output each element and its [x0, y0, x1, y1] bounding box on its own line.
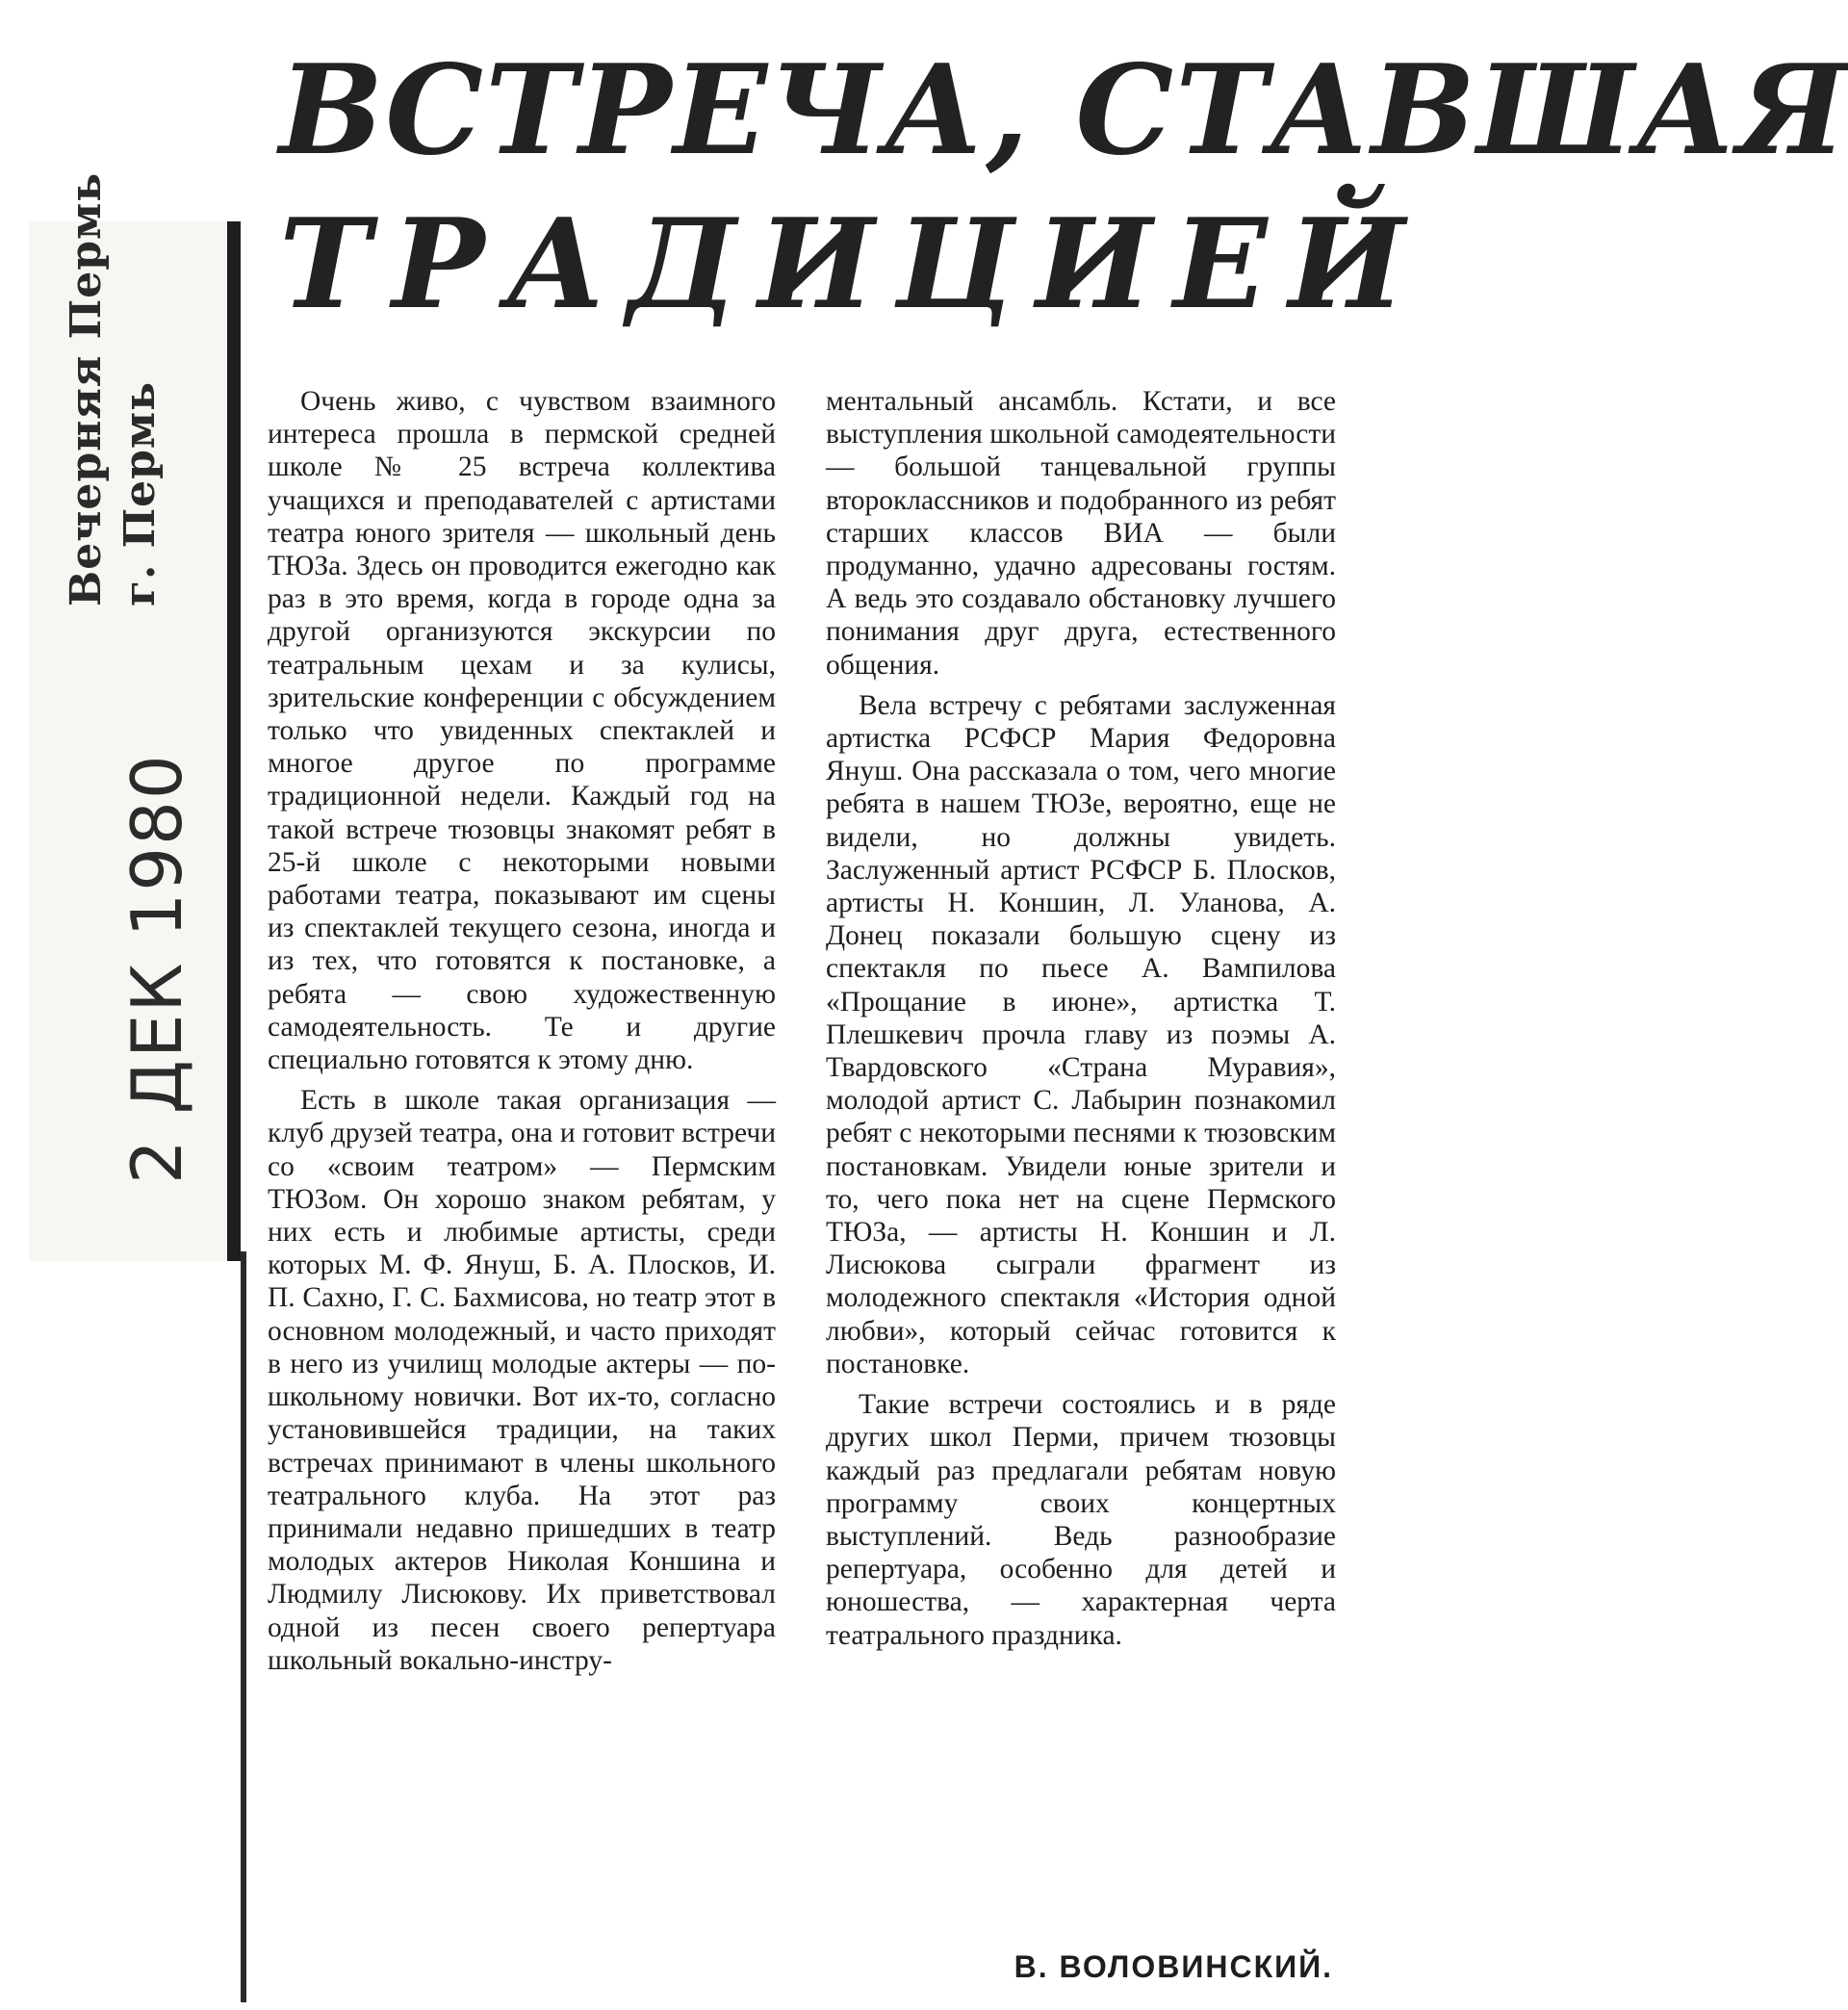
source-city: г. Пермь [116, 381, 165, 606]
paragraph: ментальный ансамбль. Кстати, и все выступления школьной самодеятельности — большой танцевальной группы второклассников и подобранного из ребят старших классов ВИА — были продуманно, удачно адресованы гостям. А ведь это создавало обстановку лучшего понимания друг друга, естественного общения. [826, 386, 1336, 681]
author-signature: В. ВОЛОВИНСКИЙ. [1014, 1949, 1333, 1984]
headline-line-1: ВСТРЕЧА, СТАВШАЯ [279, 39, 1848, 183]
paragraph: Есть в школе такая организация — клуб друзей театра, она и готовит встречи со «своим театром» — Пермским ТЮЗом. Он хорошо знаком ребятам, у них есть и любимые артисты, среди которых М. Ф. Януш, Б. А. Плосков, И. П. Сахно, Г. С. Бахмисова, но театр этот в основном молодежный, и часто приходят в него из училищ молодые актеры — по-школьному новички. Вот их-то, согласно установившейся традиции, на таких встречах принимают в члены школьного театрального клуба. На этот раз принимали недавно пришедших в театр молодых актеров Николая Коншина и Людмилу Лисюкову. Их приветствовал одной из песен своего репертуара школьный вокально-инстру- [268, 1085, 776, 1676]
article-column-2 [826, 385, 1336, 1652]
column-rule-lower [241, 1251, 246, 2002]
paragraph: Такие встречи состоялись и в ряде других школ Перми, причем тюзовцы каждый раз предлагали ребятам новую программу своих концертных выступлений. Ведь разнообразие репертуара, особенно для детей и юношества, — характерная черта театрального праздника. [826, 1389, 1336, 1651]
date-stamp: 2 ДЕК 1980 [116, 753, 197, 1184]
source-title: Вечерняя Пермь [62, 171, 111, 606]
headline-line-2: ТРАДИЦИЕЙ [279, 193, 1426, 337]
article-headline [279, 39, 1848, 337]
article-column-1 [268, 385, 776, 1677]
paragraph: Очень живо, с чувством взаимного интереса прошла в пермской средней школе № 25 встреча коллектива учащихся и преподавателей с артистами театра юного зрителя — школьный день ТЮЗа. Здесь он проводится ежегодно как раз в это время, когда в городе одна за другой организуются экскурсии по театральным цехам и за кулисы, зрительские конференции с обсуждением только что увиденных спектаклей и многое другое по программе традиционной недели. Каждый год на такой встрече тюзовцы знакомят ребят в 25-й школе с некоторыми новыми работами театра, показывают им сцены из спектаклей текущего сезона, иногда и из тех, что готовятся к постановке, а ребята — свою художественную самодеятельность. Те и другие специально готовятся к этому дню. [268, 386, 776, 1076]
newspaper-source-label [60, 171, 175, 606]
column-rule [227, 221, 241, 1261]
paragraph: Вела встречу с ребятами заслуженная артистка РСФСР Мария Федоровна Януш. Она рассказала о том, чего многие ребята в нашем ТЮЗе, вероятно, еще не видели, но должны увидеть. Заслуженный артист РСФСР Б. Плосков, артисты Н. Коншин, Л. Уланова, А. Донец показали большую сцену из спектакля по пьесе А. Вампилова «Прощание в июне», артистка Т. Плешкевич прочла главу из поэмы А. Твардовского «Страна Муравия», молодой артист С. Лабырин познакомил ребят с некоторыми песнями к тюзовским постановкам. Увидели юные зрители и то, чего пока нет на сцене Пермского ТЮЗа, — артисты Н. Коншин и Л. Лисюкова сыграли фрагмент из молодежного спектакля «История одной любви», который сейчас готовится к постановке. [826, 689, 1336, 1379]
